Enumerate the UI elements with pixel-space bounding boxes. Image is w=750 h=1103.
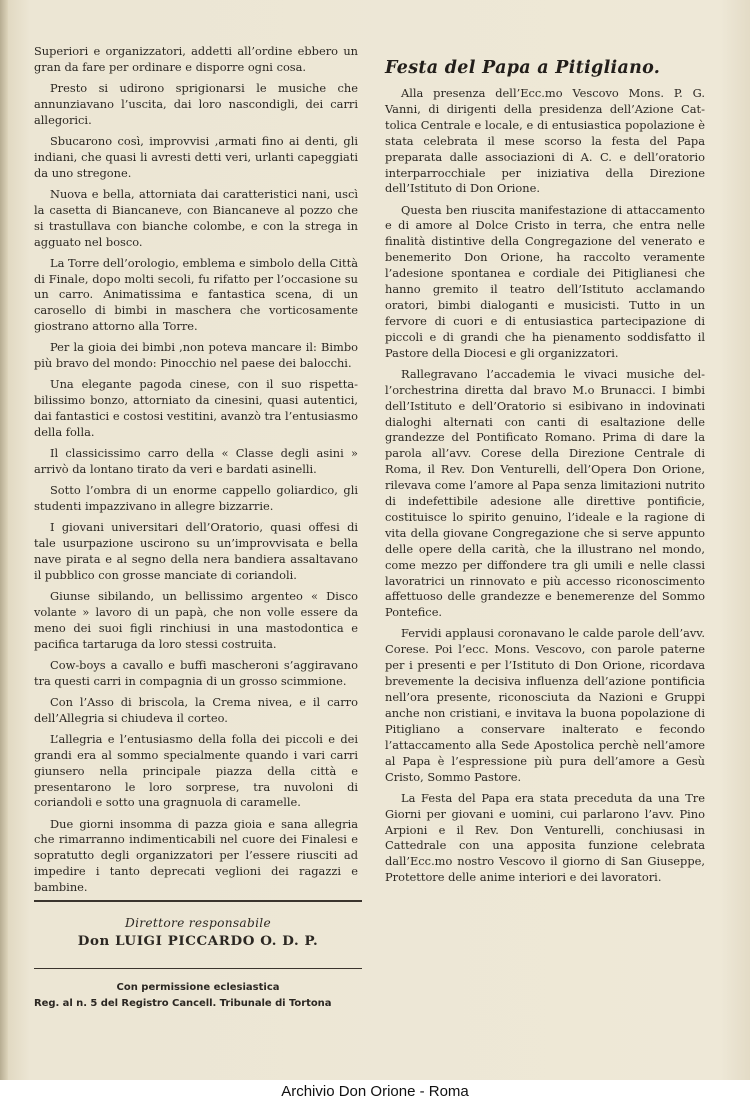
article-paragraph: Con l’Asso di briscola, la Crema nivea, e il carro dell’Allegria si chiudeva il corteo. [34, 694, 358, 725]
masthead-bottom-rule [34, 968, 362, 969]
article-paragraph: Giunse sibilando, un bellissimo argenteo « Disco volante » lavoro di un papà, che non volle essere da meno dei suoi figli rinchiusi in una mastodontica e pacifica tartaruga da loro stessi costruita. [34, 588, 358, 651]
left-article-column [34, 44, 358, 901]
masthead-permission [34, 980, 362, 1012]
masthead-top-rule [34, 900, 362, 902]
article-paragraph: Sotto l’ombra di un enorme cappello goliardico, gli studenti impazzivano in allegre bizzarrie. [34, 483, 358, 514]
article-paragraph: La Torre dell’orologio, emblema e simbolo della Città di Finale, dopo molti secoli, fu rifatto per l’occasione su un carro. Animatissima e fantastica scena, di un carosello di bimbi in maschera che vorticosamente giostrano attorno alla Torre. [34, 255, 358, 334]
registration-line: Reg. al n. 5 del Registro Cancell. Tribunale di Tortona [34, 998, 332, 1009]
masthead-director [34, 914, 362, 951]
article-paragraph: Sbucarono così, improvvisi ,armati fino ai denti, gli indiani, che quasi li avresti detti veri, urlanti capeggiati da uno stregone. [34, 133, 358, 180]
article-paragraph: Il classicissimo carro della « Classe degli asini » arrivò da lontano tirato da veri e bardati asinelli. [34, 446, 358, 477]
article-paragraph: Superiori e organizzatori, addetti all’ordine ebbero un gran da fare per ordinare e disporre ogni cosa. [34, 44, 358, 74]
director-name: Don LUIGI PICCARDO O. D. P. [77, 933, 319, 949]
right-article-column [385, 56, 705, 891]
article-paragraph: Per la gioia dei bimbi ,non poteva mancare il: Bimbo più bravo del mondo: Pinocchio nel paese dei balocchi. [34, 340, 358, 371]
article-paragraph: Questa ben riuscita manifestazione di attaccamento e di amore al Dolce Cristo in terra, che entra nelle finalità distintive della Congregazione del venerato e benemerito Don Orione, ha raccolto veramente l’adesione spontanea e cordiale dei Pitiglianesi che hanno gremito il teatro dell’Istituto acclamando oratori, bimbi dialoganti e musicisti. Tutto in un fervore di cuori e di entusiastica partecipazione di piccoli e di grandi che ha pienamento soddisfatto il Pastore della Diocesi e gli organizzatori. [385, 202, 705, 360]
article-paragraph: L’allegria e l’entusiasmo della folla dei piccoli e dei grandi era al sommo specialmente quando i vari carri giunsero nella principale piazza della città e presentarono le loro sorprese, tra nuvoloni di coriandoli e sotto una gragnuola di caramelle. [34, 731, 358, 810]
article-paragraph: Rallegravano l’accademia le vivaci musiche dell’orchestrina diretta dal bravo M.o Brunacci. I bimbi dell’Istituto e dell’Oratorio si esibivano in indovinati dialoghi alternati con canti di esaltazione delle grandezze del Pontificato Romano. Prima di dare la parola all’avv. Corese della Direzione Centrale di Roma, il Rev. Don Venturelli, dell’Opera Don Orione, rilevava come l’amore al Papa senza limitazioni nutrito di indefettibile adesione alle direttive pontificie, costituisce lo spirito genuino, l’ideale e la ragione di vita della giovane Congregazione che si serve appunto delle opere della carità, che la illustrano nel mondo, come mezzo per diffondere tra gli umili e nelle classi lavoratrici un rinnovato e più accesso riconoscimento affettuoso delle grandezze e benemerenze del Sommo Pontefice. [385, 366, 705, 620]
article-headline: Festa del Papa a Pitigliano. [385, 58, 661, 78]
article-paragraph: Due giorni insomma di pazza gioia e sana allegria che rimarranno indimenticabili nel cuore dei Finalesi e sopratutto degli organizzatori per l’essere riusciti ad impedire i tanto deprecati veglioni dei ragazzi e bambine. [34, 816, 358, 895]
permission-line: Con permissione eclesiastica [116, 982, 280, 993]
archive-footer: Archivio Don Orione - Roma [0, 1080, 750, 1103]
article-paragraph: Una elegante pagoda cinese, con il suo rispettabilissimo bonzo, attorniato da cinesini, quasi autentici, dai fantastici e costosi vestitini, avanzò tra l’entusiasmo della folla. [34, 377, 358, 440]
article-paragraph: Nuova e bella, attorniata dai caratteristici nani, uscì la casetta di Biancaneve, con Biancaneve al pozzo che si trastullava con bianche colombe, e con la strega in agguato nel bosco. [34, 186, 358, 249]
article-paragraph: Cow-boys a cavallo e buffi mascheroni s’aggiravano tra questi carri in compagnia di un grosso scimmione. [34, 657, 358, 688]
director-label: Direttore responsabile [125, 916, 271, 930]
article-paragraph: Fervidi applausi coronavano le calde parole dell’avv. Corese. Poi l’ecc. Mons. Vescovo, con parole paterne per i presenti e per l’Istituto di Don Orione, ricordava brevemente la decisiva influenza dell’azione pontificia nell’ora presente, riconosciuta da Nazioni e Gruppi anche non cristiani, e invitava la buona popolazione di Pitigliano a conservare inalterato e fecondo l’attaccamento alla Sede Apostolica perchè nell’amore al Papa è l’espressione più pura dell’amore a Gesù Cristo, Sommo Pastore. [385, 626, 705, 784]
page-spine-shadow [0, 0, 8, 1103]
article-paragraph: Alla presenza dell’Ecc.mo Vescovo Mons. P. G. Vanni, di dirigenti della presidenza dell’Azione Cattolica Centrale e locale, e di entusiastica popolazione è stata celebrata il mese scorso la festa del Papa preparata dalle associazioni di A. C. e dell’oratorio interparrocchiale per iniziativa della Direzione dell’Istituto di Don Orione. [385, 86, 705, 196]
article-paragraph: I giovani universitari dell’Oratorio, quasi offesi di tale usurpazione uscirono su un’improvvisata e bella nave pirata e al segno della nera bandiera assaltavano il pubblico con grosse manciate di coriandoli. [34, 520, 358, 582]
article-paragraph: La Festa del Papa era stata preceduta da una Tre Giorni per giovani e uomini, cui parlarono l’avv. Pino Arpioni e il Rev. Don Venturelli, conchiusasi in Cattedrale con una apposita funzione celebrata dall’Ecc.mo nostro Vescovo il giorno di San Giuseppe, Protettore delle anime interiori e dei lavoratori. [385, 790, 705, 885]
article-paragraph: Presto si udirono sprigionarsi le musiche che annunziavano l’uscita, dai loro nascondigli, dei carri allegorici. [34, 81, 358, 127]
